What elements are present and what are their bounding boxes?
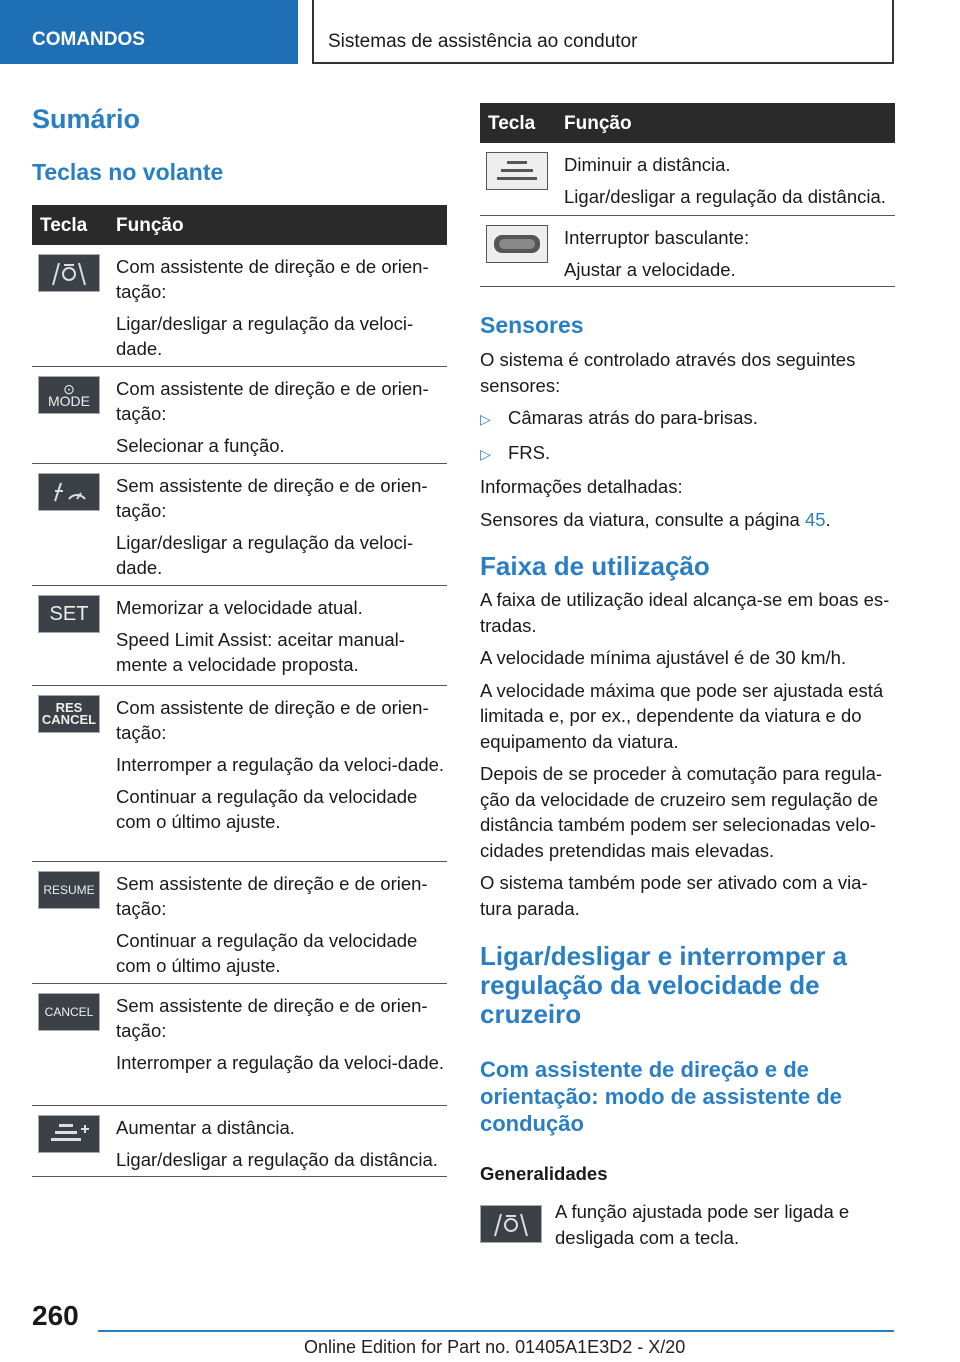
row-function: [116, 376, 447, 465]
faixa-body: [480, 587, 898, 928]
line: Ligar/desligar a regulação da veloci-dade.: [116, 313, 414, 359]
res-cancel-icon: [38, 695, 100, 733]
header-section: [0, 0, 298, 64]
line: Interromper a regulação da veloci-dade.: [116, 754, 445, 775]
table-row: [32, 862, 447, 984]
line: Sem assistente de direção e de orien-tação:: [116, 873, 428, 919]
line: Ligar/desligar a regulação da veloci-dade.: [116, 532, 414, 578]
table-row: [480, 216, 895, 287]
steering-assist-mode-icon: ⊙ MODE: [38, 376, 100, 414]
bullet-triangle-icon: ▷: [480, 445, 491, 462]
header-key: Tecla: [488, 113, 536, 134]
info-line: Sensores da viatura, consulte a página 45.: [480, 508, 831, 530]
line: Diminuir a distância.: [564, 154, 731, 175]
table-row: [32, 367, 447, 464]
line: Continuar a regulação da velocidade com o último ajuste.: [116, 786, 418, 832]
page-link[interactable]: 45: [805, 508, 826, 530]
header-chapter: [312, 0, 894, 64]
header-chapter-label: Sistemas de assistência ao condutor: [328, 31, 638, 52]
table-row: [32, 984, 447, 1106]
sensores-title: Sensores: [480, 312, 584, 338]
steering-assist-icon: [38, 254, 100, 292]
list-item: [480, 405, 895, 433]
generalidades-text: A função ajustada pode ser ligada e desligada com a tecla.: [555, 1201, 850, 1248]
line: Interromper a regulação da veloci-dade.: [116, 1052, 445, 1073]
key-label: RES CANCEL: [41, 700, 97, 727]
cancel-icon: [38, 993, 100, 1031]
ligar-title: Ligar/desligar e interromper a regulação da velocidade de cruzeiro: [480, 941, 848, 1029]
table-header: [480, 103, 895, 143]
row-function: [116, 993, 447, 1082]
line: Com assistente de direção e de orien-tação:: [116, 697, 429, 743]
faixa-para: O sistema também pode ser ativado com a via-tura parada.: [480, 872, 868, 919]
table-row: [480, 143, 895, 216]
info-label: Informações detalhadas:: [480, 476, 683, 497]
key-label: CANCEL: [44, 1005, 94, 1019]
line: Selecionar a função.: [116, 435, 285, 456]
header-key: Tecla: [40, 215, 88, 236]
row-function: [116, 595, 447, 684]
line: Ligar/desligar a regulação da distância.: [564, 186, 886, 207]
line: Sem assistente de direção e de orien-tação:: [116, 475, 428, 521]
key-label: SET: [49, 603, 89, 625]
page-number: 260: [32, 1300, 79, 1331]
row-function: [564, 225, 895, 289]
distance-increase-icon: [38, 1115, 100, 1153]
line: Aumentar a distância.: [116, 1117, 295, 1138]
line: Com assistente de direção e de orien-tação:: [116, 256, 429, 302]
keys-table-left: [32, 205, 447, 1177]
row-function: [116, 1115, 447, 1179]
rocker-switch-icon: [486, 225, 548, 263]
steering-assist-icon: [480, 1205, 542, 1243]
faixa-para: A velocidade mínima ajustável é de 30 km/h.: [480, 647, 847, 668]
list-item: [480, 440, 895, 468]
com-assistente-title: Com assistente de direção e de orientação: modo de assistente de condução: [480, 1057, 842, 1136]
line: Ajustar a velocidade.: [564, 259, 736, 280]
row-function: [116, 473, 447, 587]
row-function: [116, 254, 447, 368]
line: Speed Limit Assist: aceitar manual-mente a velocidade proposta.: [116, 629, 405, 675]
cruise-speedometer-icon: [38, 473, 100, 511]
row-function: [564, 152, 895, 216]
table-row: [32, 464, 447, 586]
section-subtitle: Teclas no volante: [32, 159, 224, 185]
header-function: Função: [116, 215, 184, 236]
keys-table-right: [480, 103, 895, 287]
footer-divider: [98, 1330, 894, 1332]
bullet-text: FRS.: [508, 441, 551, 463]
key-label: RESUME: [43, 883, 95, 897]
line: Sem assistente de direção e de orien-tação:: [116, 995, 428, 1041]
faixa-para: Depois de se proceder à comutação para regula-ção da velocidade de cruzeiro sem regulação de distância também podem ser selecionadas velo-cidades pretendidas mais elevadas.: [480, 763, 883, 861]
page-title: Sumário: [32, 104, 141, 134]
line: Continuar a regulação da velocidade com o último ajuste.: [116, 930, 418, 976]
info-text: Sensores da viatura, consulte a página: [480, 508, 800, 530]
line: Memorizar a velocidade atual.: [116, 597, 363, 618]
key-label: MODE: [48, 393, 90, 409]
header-function: Função: [564, 113, 632, 134]
sensores-body: [480, 347, 895, 539]
table-row: [32, 245, 447, 367]
sensores-intro: O sistema é controlado através dos seguintes sensores:: [480, 349, 856, 396]
bullet-triangle-icon: ▷: [480, 411, 491, 427]
faixa-title: Faixa de utilização: [480, 551, 710, 581]
footer-edition: Online Edition for Part no. 01405A1E3D2 - X/20: [304, 1337, 686, 1357]
line: Interruptor basculante:: [564, 227, 750, 248]
distance-decrease-icon: [486, 152, 548, 190]
resume-icon: [38, 871, 100, 909]
table-row: [32, 586, 447, 686]
line: Com assistente de direção e de orien-tação:: [116, 378, 429, 424]
row-function: [116, 871, 447, 985]
line: Ligar/desligar a regulação da distância.: [116, 1149, 438, 1170]
header-section-label: COMANDOS: [32, 29, 145, 50]
faixa-para: A velocidade máxima que pode ser ajustada está limitada e, por ex., dependente da viatura e do equipamento da viatura.: [480, 679, 884, 752]
table-row: [32, 1106, 447, 1177]
faixa-para: A faixa de utilização ideal alcança-se em boas es-tradas.: [480, 589, 890, 636]
set-icon: [38, 595, 100, 633]
table-row: [32, 686, 447, 862]
bullet-text: Câmaras atrás do para-brisas.: [508, 407, 758, 428]
row-function: [116, 695, 447, 841]
table-header: [32, 205, 447, 245]
generalidades-heading: Generalidades: [480, 1163, 608, 1184]
